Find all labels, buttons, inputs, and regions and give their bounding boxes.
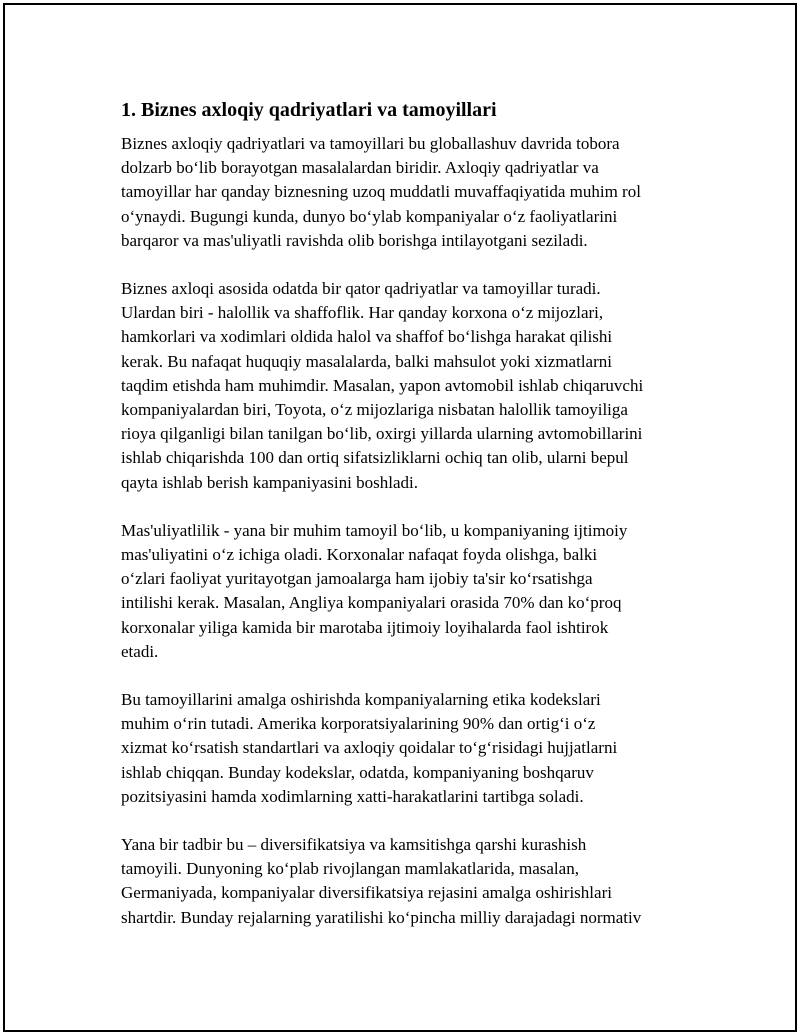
- text-line: xizmat ko‘rsatish standartlari va axloqiy qoidalar to‘g‘risidagi hujjatlarni: [121, 738, 618, 758]
- text-line: hamkorlari va xodimlari oldida halol va shaffof bo‘lishga harakat qilishi: [121, 327, 613, 347]
- text-line: intilishi kerak. Masalan, Angliya kompaniyalari orasida 70% dan ko‘proq: [121, 593, 622, 613]
- text-line: qayta ishlab berish kampaniyasini boshladi.: [121, 472, 418, 492]
- paragraph: [121, 833, 701, 930]
- paragraph: [121, 277, 701, 495]
- section-heading: 1. Biznes axloqiy qadriyatlari va tamoyillari: [121, 99, 497, 121]
- text-line: Mas'uliyatlilik - yana bir muhim tamoyil bo‘lib, u kompaniyaning ijtimoiy: [121, 520, 628, 540]
- text-line: ishlab chiqqan. Bunday kodekslar, odatda, kompaniyaning boshqaruv: [121, 762, 594, 782]
- text-line: ishlab chiqarishda 100 dan ortiq sifatsizliklarni ochiq tan olib, ularni bepul: [121, 448, 629, 468]
- text-line: o‘zlari faoliyat yuritayotgan jamoalarga ham ijobiy ta'sir ko‘rsatishga: [121, 569, 593, 589]
- text-line: dolzarb bo‘lib borayotgan masalalardan biridir. Axloqiy qadriyatlar va: [121, 158, 599, 178]
- text-line: kompaniyalardan biri, Toyota, o‘z mijozlariga nisbatan halollik tamoyiliga: [121, 400, 628, 420]
- text-line: Biznes axloqiy qadriyatlari va tamoyillari bu globallashuv davrida tobora: [121, 134, 620, 153]
- text-line: etadi.: [121, 641, 159, 661]
- text-line: korxonalar yiliga kamida bir marotaba ijtimoiy loyihalarda faol ishtirok: [121, 617, 609, 637]
- text-line: Ulardan biri - halollik va shaffoflik. Har qanday korxona o‘z mijozlari,: [121, 303, 604, 323]
- text-line: Biznes axloqi asosida odatda bir qator qadriyatlar va tamoyillar turadi.: [121, 279, 601, 299]
- paragraph: [121, 688, 701, 809]
- text-line: barqaror va mas'uliyatli ravishda olib borishga intilayotgani seziladi.: [121, 230, 588, 250]
- document-body: [121, 97, 701, 954]
- text-line: rioya qilganligi bilan tanilgan bo‘lib, oxirgi yillarda ularning avtomobillarini: [121, 424, 643, 444]
- text-line: muhim o‘rin tutadi. Amerika korporatsiyalarining 90% dan ortig‘i o‘z: [121, 714, 596, 734]
- page-frame: [3, 3, 797, 1032]
- text-line: kerak. Bu nafaqat huquqiy masalalarda, balki mahsulot yoki xizmatlarni: [121, 351, 612, 371]
- text-line: tamoyillar har qanday biznesning uzoq muddatli muvaffaqiyatida muhim rol: [121, 182, 641, 202]
- text-line: tamoyili. Dunyoning ko‘plab rivojlangan mamlakatlarida, masalan,: [121, 859, 579, 879]
- text-line: Germaniyada, kompaniyalar diversifikatsiya rejasini amalga oshirishlari: [121, 883, 612, 903]
- text-line: o‘ynaydi. Bugungi kunda, dunyo bo‘ylab kompaniyalar o‘z faoliyatlarini: [121, 206, 618, 226]
- paragraph: [121, 132, 701, 253]
- text-line: mas'uliyatini o‘z ichiga oladi. Korxonalar nafaqat foyda olishga, balki: [121, 545, 598, 565]
- text-line: pozitsiyasini hamda xodimlarning xatti-harakatlarini tartibga soladi.: [121, 786, 584, 806]
- text-line: taqdim etishda ham muhimdir. Masalan, yapon avtomobil ishlab chiqaruvchi: [121, 375, 644, 395]
- text-line: Yana bir tadbir bu – diversifikatsiya va kamsitishga qarshi kurashish: [121, 835, 587, 855]
- paragraph: [121, 519, 701, 664]
- text-line: Bu tamoyillarini amalga oshirishda kompaniyalarning etika kodekslari: [121, 690, 601, 710]
- text-line: shartdir. Bunday rejalarning yaratilishi ko‘pincha milliy darajadagi normativ: [121, 907, 642, 927]
